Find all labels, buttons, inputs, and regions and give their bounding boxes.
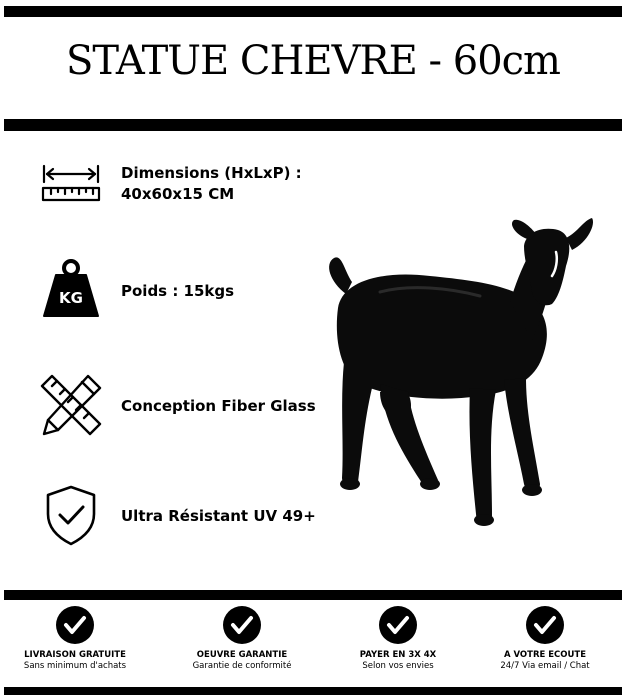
feature-dimensions-value: 40x60x15 CM (121, 185, 235, 203)
header-divider-bar (4, 119, 622, 131)
footer-divider-bar (4, 590, 622, 600)
guarantee-subtitle: Sans minimum d'achats (23, 661, 127, 671)
feature-weight-label: Poids : 15kgs (121, 282, 235, 300)
check-circle-icon (56, 606, 94, 644)
check-circle-icon (379, 606, 417, 644)
guarantee-subtitle: Selon vos envies (362, 661, 434, 671)
feature-material (121, 396, 316, 417)
bottom-divider-bar (4, 687, 622, 695)
guarantee-warranty (167, 606, 317, 671)
guarantee-title: A VOTRE ECOUTE (503, 650, 587, 660)
check-circle-icon (223, 606, 261, 644)
feature-dimensions (121, 163, 302, 205)
guarantee-subtitle: 24/7 Via email / Chat (500, 661, 590, 671)
top-divider-bar (4, 6, 622, 17)
check-circle-icon (526, 606, 564, 644)
weight-icon (38, 256, 104, 322)
page-title: STATUE CHEVRE - 60cm (66, 38, 560, 84)
feature-uv-label: Ultra Résistant UV 49+ (121, 507, 316, 525)
guarantee-title: OEUVRE GARANTIE (196, 650, 288, 660)
pencil-ruler-icon (38, 372, 104, 438)
feature-uv (121, 506, 316, 527)
feature-dimensions-label: Dimensions (HxLxP) : (121, 164, 302, 182)
shield-check-icon (38, 482, 104, 548)
guarantee-subtitle: Garantie de conformité (192, 661, 292, 671)
goat-statue-image (320, 212, 600, 552)
guarantee-free-delivery (0, 606, 150, 671)
feature-material-label: Conception Fiber Glass (121, 397, 316, 415)
guarantee-title: LIVRAISON GRATUITE (24, 650, 126, 660)
ruler-icon (38, 150, 104, 216)
guarantee-title: PAYER EN 3X 4X (359, 650, 437, 660)
guarantee-payment (323, 606, 473, 671)
feature-weight (121, 281, 234, 302)
weight-icon-label: KG (59, 289, 83, 307)
guarantee-support (470, 606, 620, 671)
